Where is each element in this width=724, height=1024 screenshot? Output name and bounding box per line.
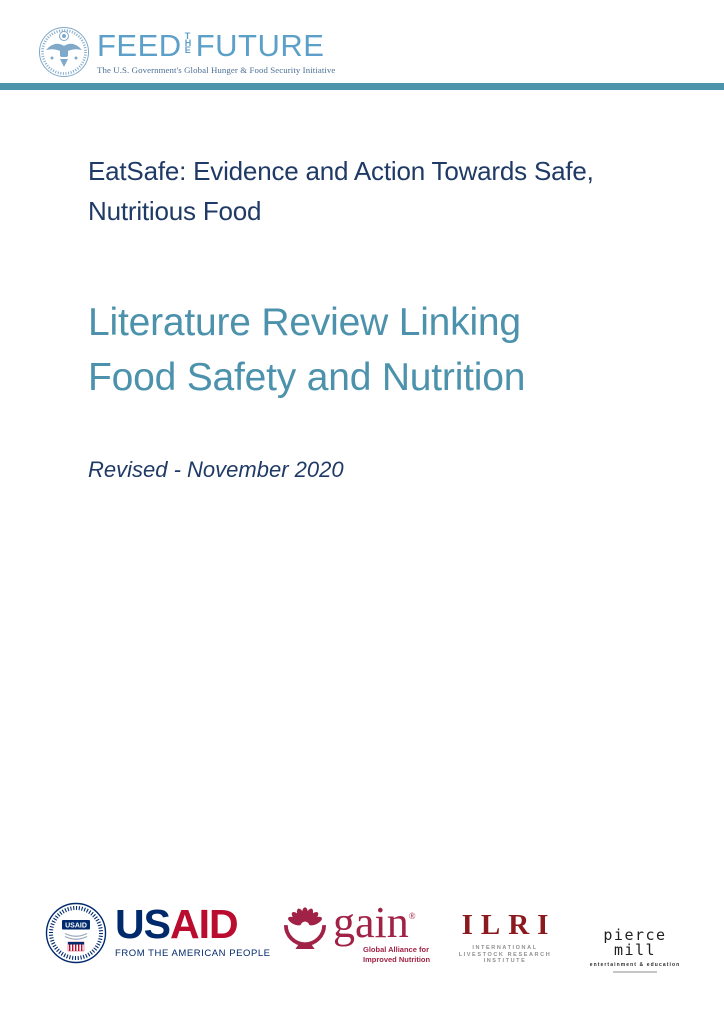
ftf-wordmark-future: FUTURE [195, 28, 325, 63]
pierce-mill-wordmark: pierce mill [603, 926, 667, 959]
ftf-wordmark-feed: FEED [97, 28, 182, 63]
gain-tagline-line2: Improved Nutrition [363, 954, 431, 964]
feed-the-future-tagline: The U.S. Government's Global Hunger & Food Security Initiative [97, 65, 336, 75]
feed-the-future-logo [38, 24, 335, 78]
gain-text [333, 898, 431, 965]
ilri-wordmark: ILRI [461, 909, 557, 941]
usaid-seal-text: USAID [65, 922, 87, 930]
gain-wordmark [333, 898, 430, 947]
ilri-tagline-line2: LIVESTOCK RESEARCH [458, 951, 552, 958]
ilri-tagline-line1: INTERNATIONAL [472, 945, 538, 951]
revision-date: Revised - November 2020 [88, 457, 344, 482]
feed-the-future-text [97, 24, 335, 75]
ftf-wordmark-the: THE [184, 31, 192, 56]
feed-the-future-wordmark [97, 30, 335, 61]
usaid-tagline: FROM THE AMERICAN PEOPLE [115, 947, 271, 959]
usaid-wordmark-aid: AID [169, 901, 238, 947]
report-title-line2: Food Safety and Nutrition [88, 356, 526, 399]
ilri-tagline [452, 945, 558, 965]
pierce-mill-logo [580, 928, 690, 973]
usaid-text [115, 902, 271, 959]
usaid-seal-icon [45, 902, 107, 964]
ilri-tagline-line3: INSTITUTE [483, 958, 527, 965]
ilri-logo [452, 911, 558, 965]
program-title [88, 151, 594, 231]
gain-tagline [363, 945, 430, 965]
gain-logo [283, 898, 431, 965]
gain-wordmark-text: gain [333, 898, 409, 947]
report-title [88, 295, 525, 405]
pierce-mill-fine-print [613, 971, 657, 973]
program-title-line1: EatSafe: Evidence and Action Towards Safe, [88, 156, 594, 186]
gain-bowl-icon [283, 905, 327, 951]
usaid-wordmark-us: US [115, 901, 170, 947]
report-title-line1: Literature Review Linking [88, 301, 521, 344]
pierce-mill-tagline: entertainment & education [589, 962, 681, 968]
gain-tagline-line1: Global Alliance for [363, 945, 429, 955]
usaid-wordmark [115, 901, 271, 947]
program-title-line2: Nutritious Food [88, 196, 262, 226]
usaid-logo [45, 902, 271, 964]
header-divider-rule [0, 83, 724, 90]
us-great-seal-icon [38, 24, 90, 78]
gain-registered-mark: ® [408, 911, 416, 921]
